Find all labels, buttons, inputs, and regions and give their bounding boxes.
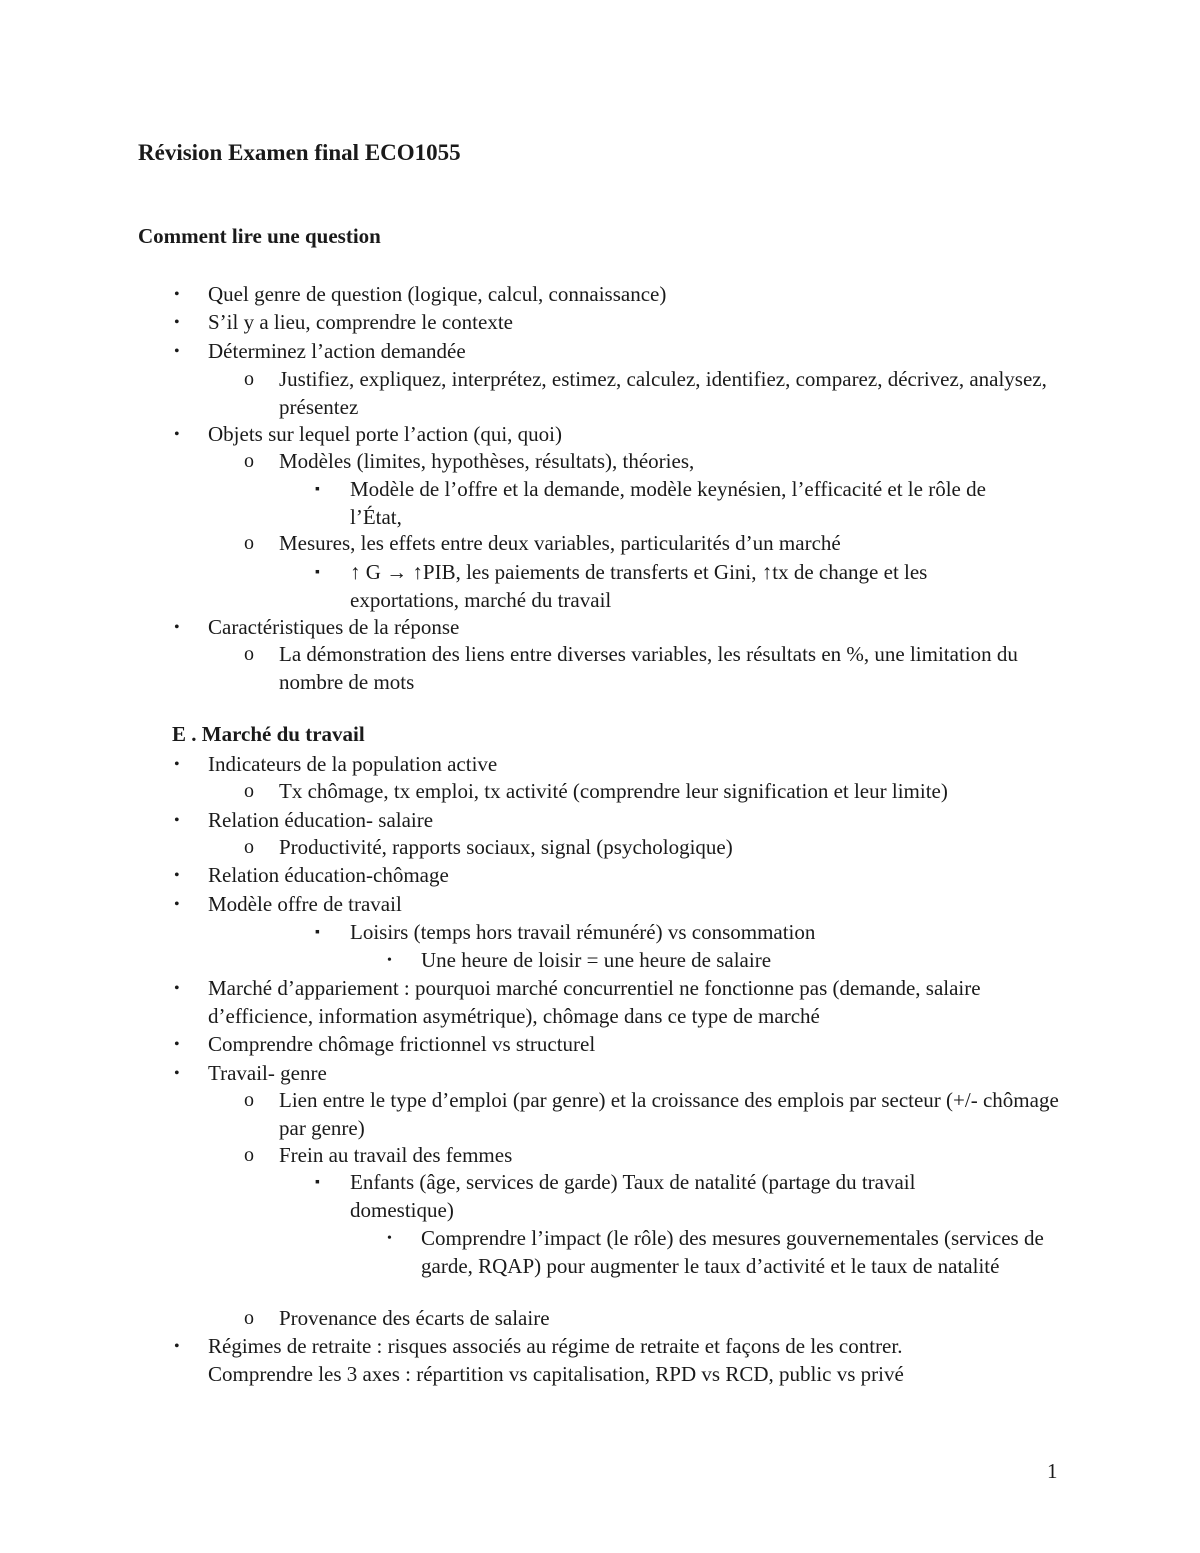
document-title: Révision Examen final ECO1055 bbox=[138, 140, 461, 165]
list-item bbox=[174, 1060, 988, 1088]
circle-bullet-icon: o bbox=[244, 450, 254, 472]
list-item-text: Une heure de loisir = une heure de salaire bbox=[421, 948, 772, 972]
list-item bbox=[315, 476, 1020, 531]
list-item-text: Caractéristiques de la réponse bbox=[208, 615, 460, 639]
list-item bbox=[174, 891, 988, 919]
list-item-text: Relation éducation-chômage bbox=[208, 863, 449, 887]
list-item-text: Tx chômage, tx emploi, tx activité (comprendre leur signification et leur limite) bbox=[279, 779, 948, 803]
list-item bbox=[387, 1225, 1061, 1280]
list-item-text: Productivité, rapports sociaux, signal (psychologique) bbox=[279, 835, 733, 859]
list-item bbox=[244, 448, 1059, 476]
square-bullet-icon: ▪ bbox=[315, 1175, 320, 1190]
list-item bbox=[244, 530, 1059, 558]
bullet-icon: • bbox=[174, 286, 180, 303]
list-item-text: Loisirs (temps hors travail rémunéré) vs consommation bbox=[350, 920, 816, 944]
circle-bullet-icon: o bbox=[244, 780, 254, 802]
list-item-text: Relation éducation- salaire bbox=[208, 808, 434, 832]
list-item-text: Provenance des écarts de salaire bbox=[279, 1306, 550, 1330]
list-item-text: Mesures, les effets entre deux variables, particularités d’un marché bbox=[279, 531, 841, 555]
list-item-text: Régimes de retraite : risques associés au régime de retraite et façons de les contrer. Comprendre les 3 axes : répartition vs capitalisation, RPD vs RCD, public vs privé bbox=[208, 1334, 904, 1386]
circle-bullet-icon: o bbox=[244, 1089, 254, 1111]
list-item bbox=[174, 338, 988, 366]
list-item bbox=[244, 1142, 1059, 1170]
bullet-icon: • bbox=[387, 953, 392, 968]
bullet-icon: • bbox=[174, 867, 180, 884]
list-item-text: Comprendre chômage frictionnel vs structurel bbox=[208, 1032, 596, 1056]
list-item bbox=[174, 807, 988, 835]
page-number: 1 bbox=[1047, 1459, 1058, 1483]
list-item bbox=[174, 614, 988, 642]
bullet-icon: • bbox=[174, 619, 180, 636]
list-item-text: Quel genre de question (logique, calcul, connaissance) bbox=[208, 282, 667, 306]
circle-bullet-icon: o bbox=[244, 643, 254, 665]
list-item-text: Justifiez, expliquez, interprétez, estimez, calculez, identifiez, comparez, décrivez, analysez, présentez bbox=[279, 367, 1047, 419]
list-item-text: ↑ G → ↑PIB, les paiements de transferts et Gini, ↑tx de change et les exportations, marché du travail bbox=[350, 560, 928, 612]
bullet-icon: • bbox=[174, 343, 180, 360]
list-item bbox=[244, 1305, 1059, 1333]
section-heading-reading-questions: Comment lire une question bbox=[138, 224, 381, 248]
list-item bbox=[174, 862, 988, 890]
list-item-text: Modèle offre de travail bbox=[208, 892, 402, 916]
bullet-icon: • bbox=[174, 756, 180, 773]
list-item-text: Lien entre le type d’emploi (par genre) et la croissance des emplois par secteur (+/- chômage par genre) bbox=[279, 1088, 1059, 1140]
bullet-icon: • bbox=[174, 980, 180, 997]
list-item-text: Modèles (limites, hypothèses, résultats), théories, bbox=[279, 449, 695, 473]
list-item-text: S’il y a lieu, comprendre le contexte bbox=[208, 310, 513, 334]
list-item-text: Modèle de l’offre et la demande, modèle keynésien, l’efficacité et le rôle de l’État, bbox=[350, 477, 986, 529]
list-item-text: Déterminez l’action demandée bbox=[208, 339, 466, 363]
list-item-text: Enfants (âge, services de garde) Taux de natalité (partage du travail domestique) bbox=[350, 1170, 916, 1222]
list-item bbox=[387, 947, 1061, 975]
list-item-text: Comprendre l’impact (le rôle) des mesures gouvernementales (services de garde, RQAP) pour augmenter le taux d’activité et le taux de natalité bbox=[421, 1226, 1044, 1278]
list-item-text: Indicateurs de la population active bbox=[208, 752, 498, 776]
square-bullet-icon: ▪ bbox=[315, 925, 320, 940]
circle-bullet-icon: o bbox=[244, 532, 254, 554]
list-item-text: Travail- genre bbox=[208, 1061, 327, 1085]
bullet-icon: • bbox=[174, 896, 180, 913]
bullet-icon: • bbox=[174, 314, 180, 331]
bullet-icon: • bbox=[174, 812, 180, 829]
bullet-icon: • bbox=[174, 1338, 180, 1355]
circle-bullet-icon: o bbox=[244, 836, 254, 858]
circle-bullet-icon: o bbox=[244, 368, 254, 390]
bullet-icon: • bbox=[174, 1065, 180, 1082]
list-item bbox=[315, 1169, 1020, 1224]
list-item-text: Frein au travail des femmes bbox=[279, 1143, 513, 1167]
list-item bbox=[244, 1087, 1059, 1142]
list-item bbox=[244, 641, 1059, 696]
bullet-icon: • bbox=[387, 1231, 392, 1246]
square-bullet-icon: ▪ bbox=[315, 565, 320, 580]
circle-bullet-icon: o bbox=[244, 1307, 254, 1329]
section-heading-labour-market: E . Marché du travail bbox=[172, 722, 365, 746]
list-item bbox=[174, 975, 988, 1030]
list-item-text: La démonstration des liens entre diverses variables, les résultats en %, une limitation du nombre de mots bbox=[279, 642, 1018, 694]
list-item bbox=[174, 751, 988, 779]
list-item bbox=[174, 421, 988, 449]
square-bullet-icon: ▪ bbox=[315, 482, 320, 497]
list-item bbox=[174, 281, 988, 309]
list-item bbox=[174, 1031, 988, 1059]
list-item bbox=[174, 1333, 988, 1388]
list-item bbox=[315, 919, 1020, 947]
bullet-icon: • bbox=[174, 1036, 180, 1053]
bullet-icon: • bbox=[174, 426, 180, 443]
list-item bbox=[244, 778, 1059, 806]
list-item bbox=[174, 309, 988, 337]
list-item-text: Objets sur lequel porte l’action (qui, quoi) bbox=[208, 422, 562, 446]
circle-bullet-icon: o bbox=[244, 1144, 254, 1166]
list-item-text: Marché d’appariement : pourquoi marché concurrentiel ne fonctionne pas (demande, salaire d’efficience, information asymétrique), chômage dans ce type de marché bbox=[208, 976, 981, 1028]
list-item bbox=[315, 559, 1020, 614]
list-item bbox=[244, 366, 1059, 421]
list-item bbox=[244, 834, 1059, 862]
